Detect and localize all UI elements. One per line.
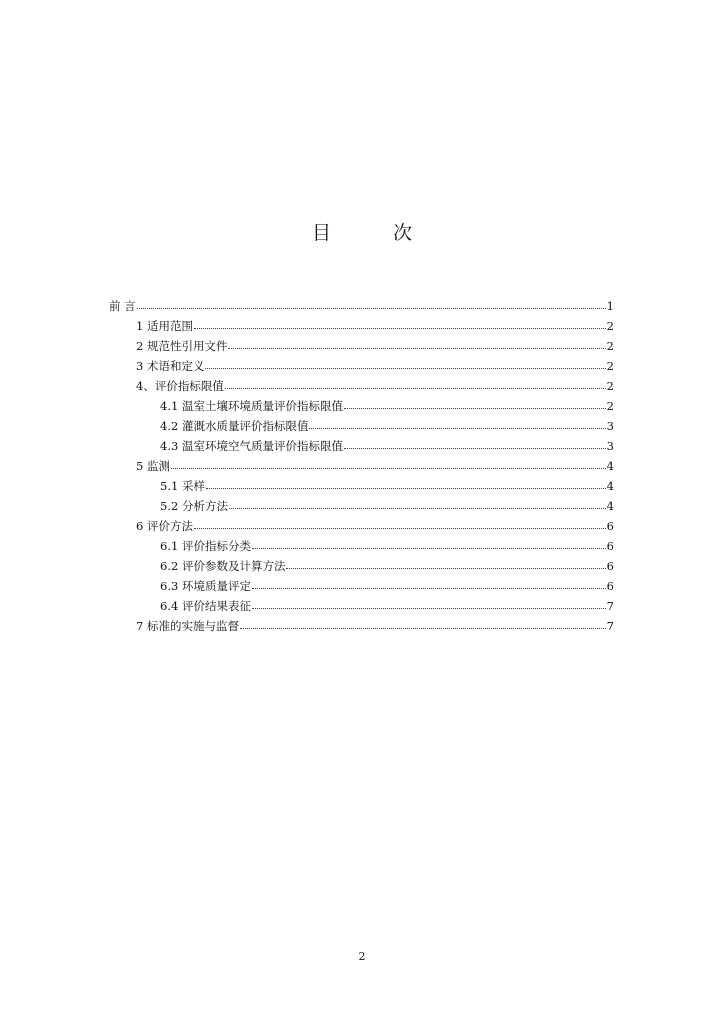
toc-entry-4-1[interactable]	[160, 396, 614, 416]
toc-title: 目 次	[311, 222, 441, 244]
toc-entry-label: 5 监测	[136, 459, 170, 473]
dot-leader	[206, 476, 606, 489]
toc-entry-page: 2	[606, 379, 614, 393]
dot-leader	[240, 616, 606, 629]
toc-entry-page: 4	[606, 499, 614, 513]
toc-entry-label: 5.1 采样	[160, 479, 205, 493]
toc-entry-6-1[interactable]	[160, 536, 614, 556]
dot-leader	[205, 356, 605, 369]
dot-leader	[252, 596, 606, 609]
toc-entry-page: 6	[606, 559, 614, 573]
toc-entry-label: 4、评价指标限值	[136, 379, 224, 393]
toc-entry-label: 6.1 评价指标分类	[160, 539, 251, 553]
toc-entry-page: 4	[606, 459, 614, 473]
toc-entry-label: 5.2 分析方法	[160, 499, 228, 513]
toc-entry-page: 4	[606, 479, 614, 493]
toc-entry-normative-references[interactable]	[136, 336, 614, 356]
toc-entry-label: 6 评价方法	[136, 519, 193, 533]
dot-leader	[344, 436, 606, 449]
toc-entry-implementation[interactable]	[136, 616, 614, 636]
dot-leader	[286, 556, 605, 569]
toc-entry-page: 2	[606, 319, 614, 333]
dot-leader	[171, 456, 606, 469]
toc-entry-page: 2	[606, 339, 614, 353]
toc-entry-label: 2 规范性引用文件	[136, 339, 228, 353]
toc-entry-4-3[interactable]	[160, 436, 614, 456]
toc-entry-label: 6.3 环境质量评定	[160, 579, 251, 593]
toc-entry-page: 6	[606, 579, 614, 593]
dot-leader	[229, 496, 606, 509]
toc-entry-page: 3	[606, 419, 614, 433]
toc-entry-6-4[interactable]	[160, 596, 614, 616]
toc-entry-label: 6.4 评价结果表征	[160, 599, 251, 613]
toc-entry-label: 前 言	[109, 299, 136, 313]
toc-entry-evaluation-limits[interactable]	[136, 376, 614, 396]
dot-leader	[252, 536, 606, 549]
toc-entry-6-2[interactable]	[160, 556, 614, 576]
toc-entry-page: 7	[606, 599, 614, 613]
toc-entry-page: 2	[606, 359, 614, 373]
toc-entry-scope[interactable]	[136, 316, 614, 336]
toc-entry-label: 7 标准的实施与监督	[136, 619, 239, 633]
page-number: 2	[358, 950, 366, 963]
toc-entry-label: 3 术语和定义	[136, 359, 205, 373]
dot-leader	[309, 416, 605, 429]
toc-entry-page: 2	[606, 399, 614, 413]
dot-leader	[137, 296, 606, 309]
toc-entry-page: 1	[606, 299, 614, 313]
toc-entry-monitoring[interactable]	[136, 456, 614, 476]
dot-leader	[228, 336, 605, 349]
dot-leader	[252, 576, 606, 589]
toc-entry-label: 1 适用范围	[136, 319, 193, 333]
dot-leader	[344, 396, 606, 409]
toc-entry-label: 4.3 温室环境空气质量评价指标限值	[160, 439, 343, 453]
toc-entry-page: 6	[606, 539, 614, 553]
toc-entry-page: 6	[606, 519, 614, 533]
toc-entry-foreword[interactable]	[109, 296, 614, 316]
toc-entry-5-2[interactable]	[160, 496, 614, 516]
dot-leader	[225, 376, 606, 389]
toc-entry-evaluation-methods[interactable]	[136, 516, 614, 536]
toc-entry-label: 4.1 温室土壤环境质量评价指标限值	[160, 399, 343, 413]
toc-entry-terms-definitions[interactable]	[136, 356, 614, 376]
toc-entry-page: 3	[606, 439, 614, 453]
toc-entry-page: 7	[606, 619, 614, 633]
dot-leader	[194, 316, 606, 329]
toc-entry-label: 4.2 灌溉水质量评价指标限值	[160, 419, 309, 433]
toc-entry-4-2[interactable]	[160, 416, 614, 436]
toc-entry-5-1[interactable]	[160, 476, 614, 496]
dot-leader	[194, 516, 606, 529]
toc-entry-6-3[interactable]	[160, 576, 614, 596]
toc-entry-label: 6.2 评价参数及计算方法	[160, 559, 286, 573]
